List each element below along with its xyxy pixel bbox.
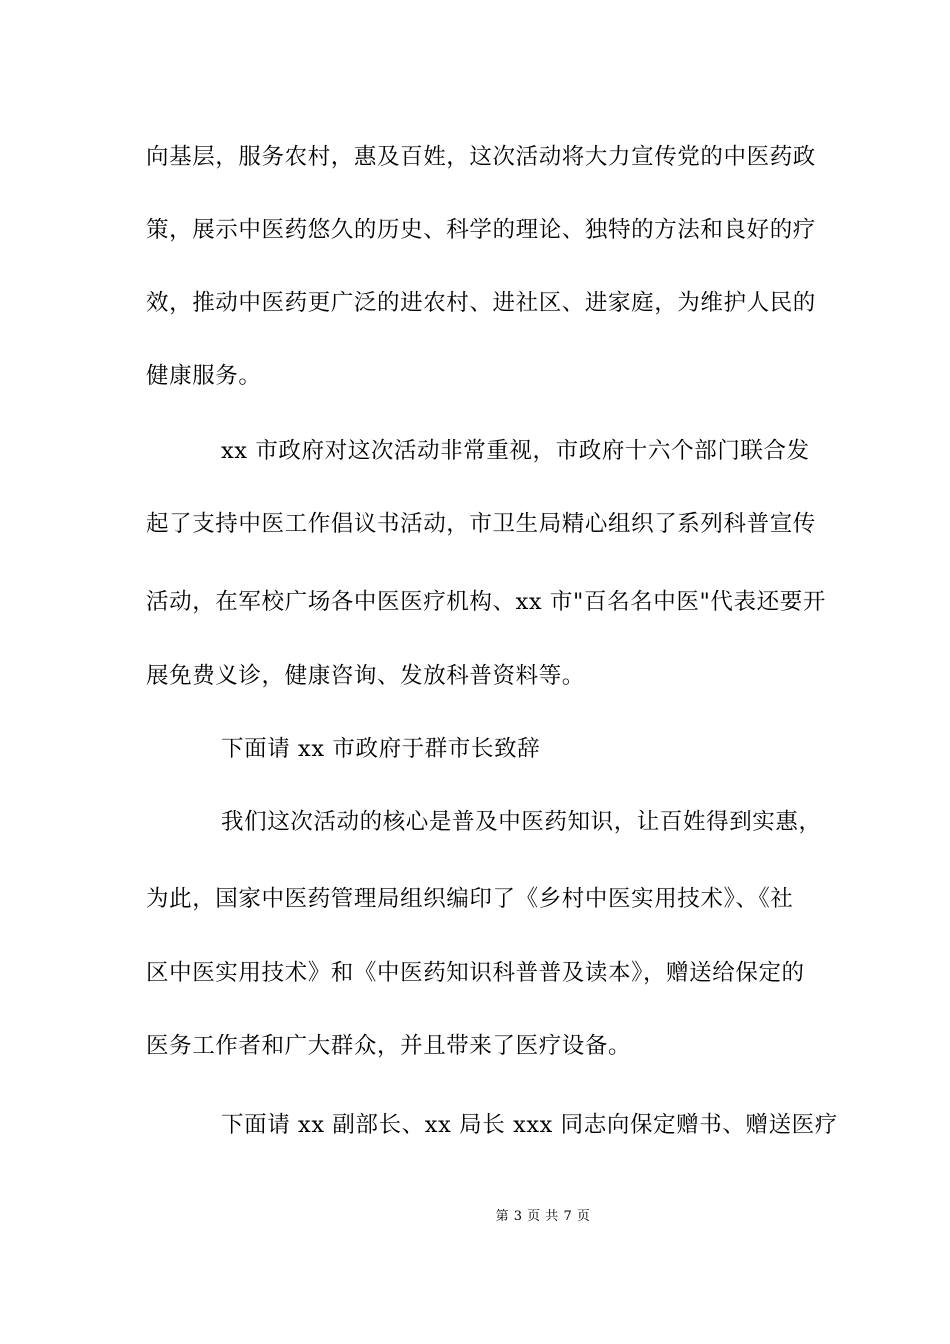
text-line: 区中医实用技术》和《中医药知识科普普及读本》，赠送给保定的 — [146, 960, 805, 986]
text-line: 活动，在军校广场各中医医疗机构、xx 市"百名名中医"代表还要开 — [146, 589, 826, 615]
text-line: 策，展示中医药悠久的历史、科学的理论、独特的方法和良好的疗 — [146, 217, 816, 243]
text-line: 起了支持中医工作倡议书活动，市卫生局精心组织了系列科普宣传 — [146, 511, 816, 537]
text-line: 效，推动中医药更广泛的进农村、进社区、进家庭，为维护人民的 — [146, 290, 816, 316]
text-line: 下面请 xx 市政府于群市长致辞 — [221, 736, 541, 762]
page-number-footer: 第 3 页 共 7 页 — [495, 1209, 591, 1224]
text-line: 我们这次活动的核心是普及中医药知识，让百姓得到实惠， — [221, 809, 822, 835]
text-line: xx 市政府对这次活动非常重视，市政府十六个部门联合发 — [221, 438, 810, 464]
text-line: 医务工作者和广大群众，并且带来了医疗设备。 — [146, 1033, 632, 1059]
text-line: 下面请 xx 副部长、xx 局长 xxx 同志向保定赠书、赠送医疗 — [221, 1112, 838, 1138]
text-line: 健康服务。 — [146, 363, 262, 389]
text-line: 展免费义诊，健康咨询、发放科普资料等。 — [146, 663, 585, 689]
text-line: 为此，国家中医药管理局组织编印了《乡村中医实用技术》、《社 — [146, 886, 794, 912]
text-line: 向基层，服务农村，惠及百姓，这次活动将大力宣传党的中医药政 — [146, 144, 816, 170]
